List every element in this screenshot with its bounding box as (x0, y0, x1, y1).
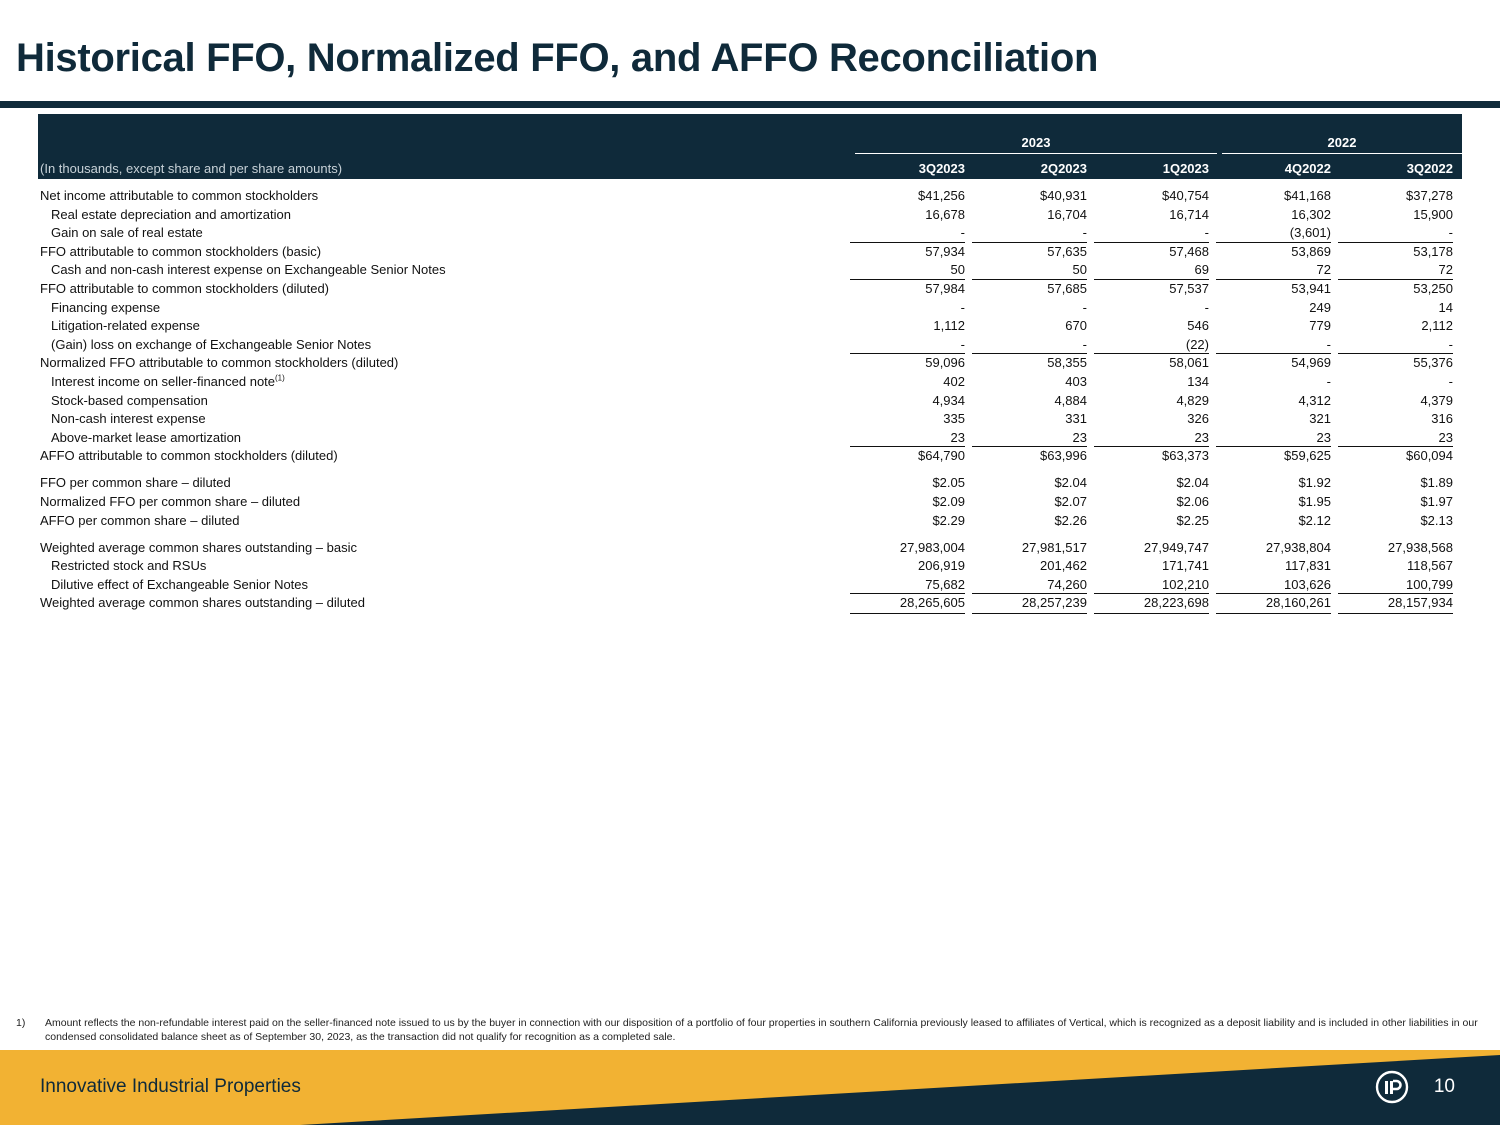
row-label-text: Financing expense (51, 299, 161, 315)
table-cell: 2,112 (1421, 318, 1453, 334)
row-label (51, 206, 291, 225)
table-row (38, 224, 1462, 243)
table-cell: 402 (943, 373, 965, 389)
table-row (38, 594, 1462, 613)
table-cell: $64,790 (850, 446, 965, 466)
row-label-text: AFFO per common share – diluted (40, 512, 240, 528)
row-label-text: Dilutive effect of Exchangeable Senior Notes (51, 576, 309, 592)
table-row (38, 280, 1462, 299)
table-cell: $2.07 (1054, 494, 1087, 509)
table-cell: $1.95 (1298, 494, 1331, 509)
row-label-text: Normalized FFO attributable to common stockholders (diluted) (40, 355, 399, 371)
table-cell: - (960, 299, 965, 315)
table-row (38, 392, 1462, 411)
year-group-2023: 2023 (855, 135, 1217, 154)
table-cell: 103,626 (1284, 576, 1331, 592)
row-label (40, 354, 398, 373)
table-row (38, 373, 1462, 392)
table-cell: - (1326, 336, 1331, 352)
table-cell: 27,938,804 (1265, 539, 1331, 555)
table-cell: $41,256 (918, 188, 965, 203)
units-note: (In thousands, except share and per share amounts) (40, 161, 343, 176)
table-row (38, 299, 1462, 318)
table-cell: 50 (950, 262, 965, 278)
table-cell: $63,996 (972, 446, 1087, 466)
row-label-text: Interest income on seller-financed note (51, 373, 276, 389)
table-cell: $2.09 (932, 494, 965, 509)
column-header: 3Q2022 (1406, 161, 1453, 176)
table-cell: - (1204, 299, 1209, 315)
table-cell: 28,265,605 (850, 593, 965, 613)
total-underline (1216, 613, 1331, 614)
table-cell: 206,919 (918, 558, 965, 574)
row-label (40, 243, 321, 262)
table-cell: 16,714 (1169, 206, 1209, 222)
table-row (38, 410, 1462, 429)
row-label (40, 594, 365, 613)
column-header: 1Q2023 (1162, 161, 1209, 176)
row-label-text: Weighted average common shares outstanding – basic (40, 539, 358, 555)
row-label (51, 373, 285, 392)
footnote-number: 1) (16, 1017, 26, 1029)
table-cell: 321 (1309, 411, 1331, 427)
table-cell: 53,941 (1216, 279, 1331, 299)
table-row (38, 261, 1462, 280)
row-label (51, 576, 308, 595)
table-cell: 546 (1187, 318, 1209, 334)
row-label (51, 410, 206, 429)
row-label (40, 512, 239, 531)
table-cell: $2.13 (1420, 512, 1453, 528)
table-row (38, 474, 1462, 493)
row-label-text: Gain on sale of real estate (51, 225, 203, 241)
table-row (38, 317, 1462, 336)
table-cell: 16,302 (1291, 206, 1331, 222)
row-label (40, 474, 231, 493)
table-cell: $41,168 (1284, 188, 1331, 203)
table-cell: - (960, 336, 965, 352)
table-cell: $2.05 (932, 475, 965, 491)
row-label-text: Normalized FFO per common share – diluted (40, 494, 301, 509)
footnote-text: Amount reflects the non-refundable interest paid on the seller-financed note issued to us by the buyer in connection with our disposition of a portfolio of four properties in southern California previously leased to affiliates of Vertical, which is recognized as a deposit liability and is included in other liabilities in our condensed consolidated balance sheet as of September 30, 2023, as the transaction did not qualify for recognition as a completed sale. (45, 1017, 1478, 1043)
table-cell: 53,869 (1216, 242, 1331, 262)
table-header (38, 114, 1462, 179)
table-cell: $2.04 (1054, 475, 1087, 491)
table-cell: 28,223,698 (1094, 593, 1209, 613)
table-cell: (3,601) (1289, 225, 1331, 241)
table-cell: 23 (1072, 429, 1087, 445)
table-cell: $1.89 (1420, 475, 1453, 491)
table-cell: 4,884 (1054, 392, 1087, 408)
table-cell: $37,278 (1406, 188, 1453, 203)
table-cell: - (960, 225, 965, 241)
table-cell: 118,567 (1406, 558, 1453, 574)
page-number: 10 (1433, 1076, 1455, 1097)
table-cell: 670 (1065, 318, 1087, 334)
footnote (16, 1016, 1486, 1044)
table-cell: 57,635 (972, 242, 1087, 262)
row-label (51, 336, 371, 355)
table-row (38, 447, 1462, 466)
total-underline (850, 613, 965, 614)
table-cell: 335 (943, 411, 965, 427)
table-cell: $40,931 (1040, 188, 1087, 203)
row-label (51, 317, 200, 336)
table-cell: $1.92 (1298, 475, 1331, 491)
table-cell: - (1326, 373, 1331, 389)
table-row (38, 336, 1462, 355)
column-header: 2Q2023 (1040, 161, 1087, 176)
column-header: 3Q2023 (918, 161, 965, 176)
table-cell: 403 (1065, 373, 1087, 389)
table-cell: - (1204, 225, 1209, 241)
row-label-text: AFFO attributable to common stockholders (diluted) (40, 448, 338, 464)
table-row (38, 539, 1462, 558)
table-cell: 316 (1431, 411, 1453, 427)
table-cell: $1.97 (1420, 494, 1453, 509)
table-cell: - (1448, 336, 1453, 352)
table-row (38, 576, 1462, 595)
total-underline (1094, 613, 1209, 614)
table-row (38, 493, 1462, 512)
table-cell: 4,829 (1176, 392, 1209, 408)
table-cell: 57,934 (850, 242, 965, 262)
table-row (38, 429, 1462, 448)
table-cell: - (1448, 373, 1453, 389)
row-label (40, 539, 357, 558)
row-label-text: Net income attributable to common stockholders (40, 188, 319, 203)
table-cell: 59,096 (850, 353, 965, 373)
table-cell: - (1448, 225, 1453, 241)
table-cell: 15,900 (1413, 206, 1453, 222)
table-cell: $63,373 (1094, 446, 1209, 466)
table-cell: 55,376 (1338, 353, 1453, 373)
table-cell: 69 (1194, 262, 1209, 278)
iip-logo-icon (1375, 1070, 1409, 1104)
row-label-text: Stock-based compensation (51, 392, 208, 408)
table-cell: 16,678 (925, 206, 965, 222)
row-label (40, 493, 300, 512)
table-cell: 57,537 (1094, 279, 1209, 299)
table-cell: 23 (950, 429, 965, 445)
table-cell: 331 (1065, 411, 1087, 427)
table-row (38, 512, 1462, 531)
table-cell: 57,685 (972, 279, 1087, 299)
table-cell: $2.04 (1176, 475, 1209, 491)
row-label-text: Restricted stock and RSUs (51, 558, 207, 574)
row-label-text: Non-cash interest expense (51, 411, 206, 427)
row-label (40, 447, 338, 466)
row-label-text: Weighted average common shares outstanding – diluted (40, 595, 365, 611)
row-label-text: FFO per common share – diluted (40, 475, 231, 491)
table-cell: $2.06 (1176, 494, 1209, 509)
table-cell: 201,462 (1040, 558, 1087, 574)
table-cell: 27,983,004 (899, 539, 965, 555)
row-label-text: FFO attributable to common stockholders (diluted) (40, 280, 330, 296)
table-cell: 74,260 (1047, 576, 1087, 592)
total-underline (972, 613, 1087, 614)
table-cell: 4,379 (1420, 392, 1453, 408)
row-label-text: (Gain) loss on exchange of Exchangeable Senior Notes (51, 336, 372, 352)
table-cell: 28,160,261 (1216, 593, 1331, 613)
column-header: 4Q2022 (1284, 161, 1331, 176)
table-cell: 53,178 (1338, 242, 1453, 262)
row-label (40, 187, 318, 206)
table-cell: 117,831 (1284, 558, 1331, 574)
table-cell: $2.12 (1298, 512, 1331, 528)
table-cell: 23 (1316, 429, 1331, 445)
table-cell: 249 (1309, 299, 1331, 315)
table-cell: 27,949,747 (1143, 539, 1209, 555)
row-label-text: Above-market lease amortization (51, 429, 242, 445)
table-cell: 58,061 (1094, 353, 1209, 373)
table-cell: 28,157,934 (1338, 593, 1453, 613)
row-label (51, 557, 206, 576)
table-row (38, 187, 1462, 206)
table-row (38, 557, 1462, 576)
table-cell: 23 (1194, 429, 1209, 445)
row-label (51, 261, 446, 280)
total-underline (1338, 613, 1453, 614)
table-cell: 4,934 (932, 392, 965, 408)
table-cell: 57,468 (1094, 242, 1209, 262)
table-cell: 134 (1187, 373, 1209, 389)
table-row (38, 206, 1462, 225)
reconciliation-table (38, 114, 1462, 613)
table-cell: 72 (1438, 262, 1453, 278)
table-cell: 100,799 (1406, 576, 1453, 592)
footnote-marker: (1) (275, 373, 285, 383)
year-group-2022: 2022 (1222, 135, 1462, 154)
table-cell: $40,754 (1162, 188, 1209, 203)
table-cell: 75,682 (925, 576, 965, 592)
table-cell: 779 (1309, 318, 1331, 334)
table-cell: - (1082, 336, 1087, 352)
table-row (38, 354, 1462, 373)
table-cell: 72 (1316, 262, 1331, 278)
row-label-text: Litigation-related expense (51, 318, 200, 334)
row-label (51, 429, 241, 448)
row-label (51, 392, 208, 411)
table-cell: $2.26 (1054, 512, 1087, 528)
title-divider (0, 101, 1500, 108)
table-body (38, 187, 1462, 613)
table-cell: 27,981,517 (1021, 539, 1087, 555)
table-cell: $60,094 (1338, 446, 1453, 466)
table-cell: 23 (1438, 429, 1453, 445)
table-cell: 54,969 (1216, 353, 1331, 373)
table-cell: 57,984 (850, 279, 965, 299)
table-row (38, 243, 1462, 262)
table-cell: $2.29 (932, 512, 965, 528)
table-cell: 102,210 (1162, 576, 1209, 592)
row-label (51, 224, 203, 243)
table-cell: 27,938,568 (1387, 539, 1453, 555)
table-cell: 50 (1072, 262, 1087, 278)
row-label-text: FFO attributable to common stockholders (basic) (40, 243, 322, 259)
table-cell: $59,625 (1216, 446, 1331, 466)
row-label-text: Cash and non-cash interest expense on Exchangeable Senior Notes (51, 262, 446, 278)
table-cell: 53,250 (1338, 279, 1453, 299)
table-cell: 171,741 (1162, 558, 1209, 574)
table-cell: 28,257,239 (972, 593, 1087, 613)
table-cell: - (1082, 299, 1087, 315)
table-cell: $2.25 (1176, 512, 1209, 528)
page-title: Historical FFO, Normalized FFO, and AFFO Reconciliation (16, 36, 1099, 80)
row-label-text: Real estate depreciation and amortization (51, 206, 291, 222)
table-cell: - (1082, 225, 1087, 241)
table-cell: 58,355 (972, 353, 1087, 373)
table-cell: 4,312 (1298, 392, 1331, 408)
table-cell: 326 (1187, 411, 1209, 427)
company-name: Innovative Industrial Properties (40, 1076, 301, 1097)
table-cell: 16,704 (1047, 206, 1087, 222)
table-cell: 14 (1438, 299, 1453, 315)
table-cell: 1,112 (933, 318, 965, 334)
row-label (51, 299, 160, 318)
table-cell: (22) (1185, 336, 1209, 352)
row-label (40, 280, 329, 299)
